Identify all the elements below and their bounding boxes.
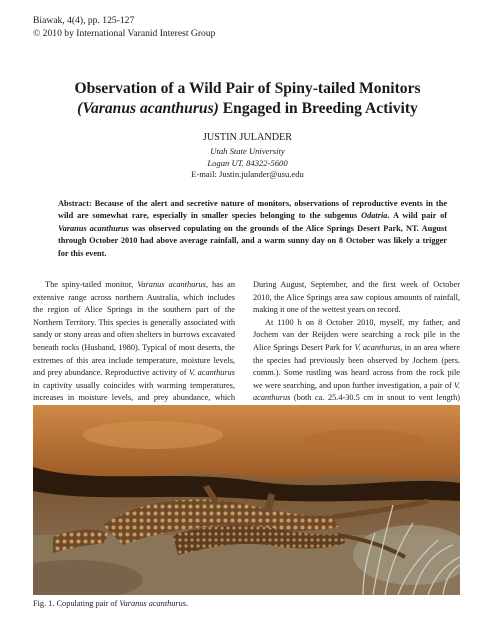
abstract xyxy=(58,198,447,260)
caption-text: Fig. 1. Copulating pair of xyxy=(33,599,120,608)
body-paragraph: During August, September, and the first week of October 2010, the Alice Springs area saw copious amounts of rainfall, making it one of the wettest years on record. xyxy=(253,280,460,315)
journal-header xyxy=(33,14,215,40)
title-species: (Varanus acanthurus) xyxy=(77,100,219,117)
author-text: JUSTIN JULANDER xyxy=(202,132,293,143)
abstract-text-3: was observed copulating on the grounds of the Alice Springs Desert Park, NT. August through October 2010 had above average rainfall, and a warm sunny day on 8 October was likely a trigger for this event. xyxy=(58,223,447,258)
caption-suffix: . xyxy=(186,599,189,608)
caption-species: Varanus acanthurus xyxy=(119,599,187,608)
abstract-label: Abstract: xyxy=(58,199,92,208)
author-email: E-mail: Justin.julander@usu.edu xyxy=(191,169,304,179)
abstract-text-2: . A wild pair of xyxy=(387,211,447,221)
species-name: V. acanthurus xyxy=(253,380,460,403)
abstract-subgenus: Odatria xyxy=(361,211,388,221)
author-name xyxy=(0,132,495,143)
title-line-2 xyxy=(40,99,455,119)
article-title xyxy=(40,79,455,119)
title-line-1: Observation of a Wild Pair of Spiny-tailed Monitors xyxy=(74,80,421,97)
affiliation-city: Logan UT. 84322-5600 xyxy=(207,157,288,168)
journal-copyright: © 2010 by International Varanid Interest Group xyxy=(33,28,216,39)
species-name: V. acanthurus xyxy=(354,342,401,352)
abstract-text-1: Because of the alert and secretive nature of monitors, observations of reproductive events in the wild are somewhat rare, especially in smaller species belonging to the subgenus xyxy=(58,199,447,221)
figure-caption xyxy=(33,599,188,608)
author-affiliation xyxy=(0,146,495,181)
figure-photo xyxy=(33,405,460,595)
body-text: At 1100 h on 8 October 2010, myself, my father, and Jochem van der Reijden were searching a rock pile in the Alice Springs Desert Park for xyxy=(253,317,460,352)
body-text: (both ca. 25.4-30.5 cm in snout to vent length) xyxy=(293,393,460,403)
abstract-species: Varanus acanthurus xyxy=(58,223,129,233)
species-name: V. acanthurus xyxy=(189,368,235,378)
body-text: The spiny-tailed monitor, xyxy=(45,280,138,289)
body-text: in captivity usually coincides with warming temperatures, increases in moisture levels, and prey abundance, which xyxy=(33,380,235,403)
title-line-2-rest: Engaged in Breeding Activity xyxy=(218,100,418,117)
affiliation-university: Utah State University xyxy=(210,146,285,156)
body-text: , in an area where the species had previously been observed by Jochem (pers. comm.). Some rustling was heard across from the rock pile we were searching, and upon further investigation, a pair of xyxy=(253,342,460,390)
monitor-lizard-photo xyxy=(33,405,460,595)
body-text: , has an extensive range across northern Australia, which includes the region of Alice Springs in the southern part of the Northern Territory. This species is generally associated with sandy or stony areas and often shelters in burrows excavated beneath rocks (Husband, 1980). Typical of most deserts, the extremes of this area include temperature, moisture levels, and prey abundance. Reproductive activity of xyxy=(33,280,235,378)
species-name: Varanus acanthurus xyxy=(137,280,206,289)
journal-citation: Biawak, 4(4), pp. 125-127 xyxy=(33,15,135,26)
